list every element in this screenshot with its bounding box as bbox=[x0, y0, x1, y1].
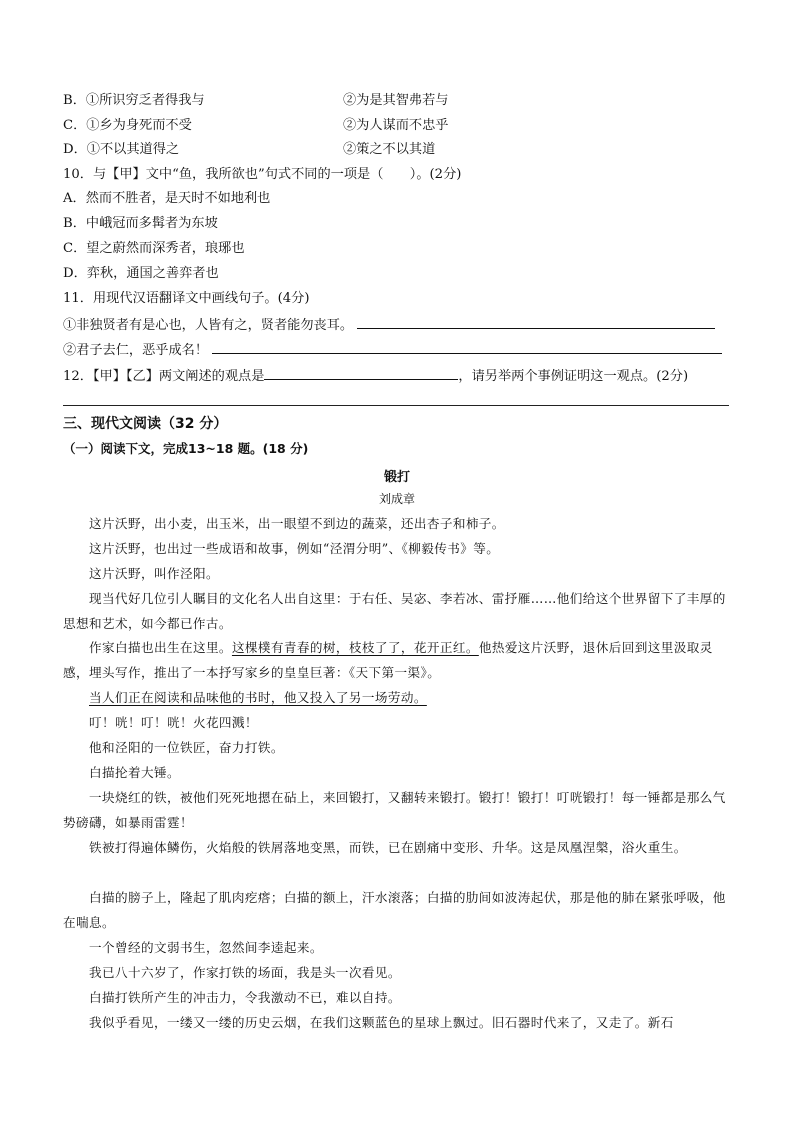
q11-item-1 bbox=[63, 315, 715, 335]
q12-answer-blank[interactable] bbox=[264, 366, 458, 380]
q11-stem: 11．用现代汉语翻译文中画线句子。(4分) bbox=[63, 291, 310, 306]
article-paragraph-10: 一块烧红的铁，被他们死死地摁在砧上，来回锻打，又翻转来锻打。锻打！锻打！叮咣锻打！每一锤都是那么气势磅礴，如暴雨雷霆！ bbox=[63, 790, 726, 830]
article-paragraph-5 bbox=[63, 636, 729, 685]
q9-option-d bbox=[63, 141, 179, 159]
q9-option-b-left: B．①所识穷乏者得我与 bbox=[63, 93, 205, 108]
q10-option-b: B．中峨冠而多髯者为东坡 bbox=[63, 216, 218, 231]
article-paragraph-6-underlined: 当人们正在阅读和品味他的书时，他又投入了另一场劳动。 bbox=[89, 690, 427, 705]
q9-option-d-left: D．①不以其道得之 bbox=[63, 142, 180, 157]
q11-item-1-answer-blank[interactable] bbox=[357, 315, 715, 329]
q12-suffix: ，请另举两个事例证明这一观点。(2分) bbox=[458, 369, 689, 384]
article-paragraph-16: 我似乎看见，一缕又一缕的历史云烟，在我们这颗蓝色的星球上飘过。旧石器时代来了，又走了。新石 bbox=[89, 1015, 674, 1030]
section-3-title: 三、现代文阅读（32 分） bbox=[63, 416, 228, 432]
q12 bbox=[63, 366, 688, 386]
q12-prefix: 12．【甲】【乙】两文阐述的观点是 bbox=[63, 369, 265, 384]
q11-item-1-text: ①非独贤者有是心也，人皆有之，贤者能勿丧耳。 bbox=[63, 318, 354, 333]
article-paragraph-1: 这片沃野，出小麦，出玉米，出一眼望不到边的蔬菜，还出杏子和柿子。 bbox=[89, 516, 505, 531]
article-paragraph-13: 一个曾经的文弱书生，忽然间李逵起来。 bbox=[89, 940, 323, 955]
q9-option-c-right: ②为人谋而不忠乎 bbox=[343, 118, 449, 133]
article-paragraph-2: 这片沃野，也出过一些成语和故事，例如“泾渭分明”、《柳毅传书》等。 bbox=[89, 541, 500, 556]
section-3-subtitle: （一）阅读下文，完成13~18 题。(18 分) bbox=[63, 441, 309, 456]
q9-option-b-right: ②为是其智弗若与 bbox=[343, 93, 449, 108]
article-paragraph-3: 这片沃野，叫作泾阳。 bbox=[89, 566, 219, 581]
q9-option-d-right: ②策之不以其道 bbox=[343, 142, 436, 157]
q10-option-a: A．然而不胜者，是天时不如地利也 bbox=[63, 191, 271, 206]
article-paragraph-7: 叮！咣！叮！咣！火花四溅！ bbox=[89, 715, 258, 730]
q9-option-c bbox=[63, 117, 192, 135]
article-paragraph-8: 他和泾阳的一位铁匠，奋力打铁。 bbox=[89, 740, 284, 755]
q9-option-b bbox=[63, 92, 205, 110]
article-paragraph-9: 白描抡着大锤。 bbox=[89, 765, 180, 780]
q11-item-2-text: ②君子去仁，恶乎成名！ bbox=[63, 343, 209, 358]
article-paragraph-6 bbox=[63, 686, 729, 711]
article-paragraph-15: 白描打铁所产生的冲击力，令我激动不已，难以自持。 bbox=[89, 990, 401, 1005]
article-paragraph-4: 现当代好几位引人瞩目的文化名人出自这里：于右任、吴宓、李若冰、雷抒雁……他们给这个世界留下了丰厚的思想和艺术，如今都已作古。 bbox=[63, 591, 726, 631]
article-paragraph-12: 白描的膀子上，隆起了肌肉疙瘩；白描的额上，汗水滚落；白描的肋间如波涛起伏，那是他的肺在紧张呼吸，他在喘息。 bbox=[63, 890, 726, 930]
article-paragraph-5-lead: 作家白描也出生在这里。 bbox=[89, 640, 232, 655]
q11-item-2 bbox=[63, 340, 722, 360]
article-paragraph-11: 铁被打得遍体鳞伤，火焰般的铁屑落地变黑，而铁，已在剧痛中变形、升华。这是凤凰涅槃，浴火重生。 bbox=[89, 840, 687, 855]
q10-stem: 10．与【甲】文中“鱼，我所欲也”句式不同的一项是（ ）。(2分) bbox=[63, 167, 462, 182]
q11-item-2-answer-blank[interactable] bbox=[212, 340, 722, 354]
article-author: 刘成章 bbox=[378, 492, 415, 506]
q9-option-c-left: C．①乡为身死而不受 bbox=[63, 118, 192, 133]
article-paragraph-5-underlined: 这棵樸有青春的树，枝枝了了，花开正红。 bbox=[231, 640, 479, 655]
q10-option-d: D．弈秋，通国之善弈者也 bbox=[63, 266, 219, 281]
article-title: 锻打 bbox=[383, 470, 410, 485]
article-paragraph-14: 我已八十六岁了，作家打铁的场面，我是头一次看见。 bbox=[89, 965, 401, 980]
section-divider bbox=[63, 405, 729, 406]
article-paragraph-5-rest: 他热爱这片沃野，退休后回到这里汲取灵感，埋头写作，推出了一本抒写家乡的皇皇巨著：《天下第一渠》。 bbox=[63, 640, 713, 680]
q10-option-c: C．望之蔚然而深秀者，琅琊也 bbox=[63, 241, 245, 256]
